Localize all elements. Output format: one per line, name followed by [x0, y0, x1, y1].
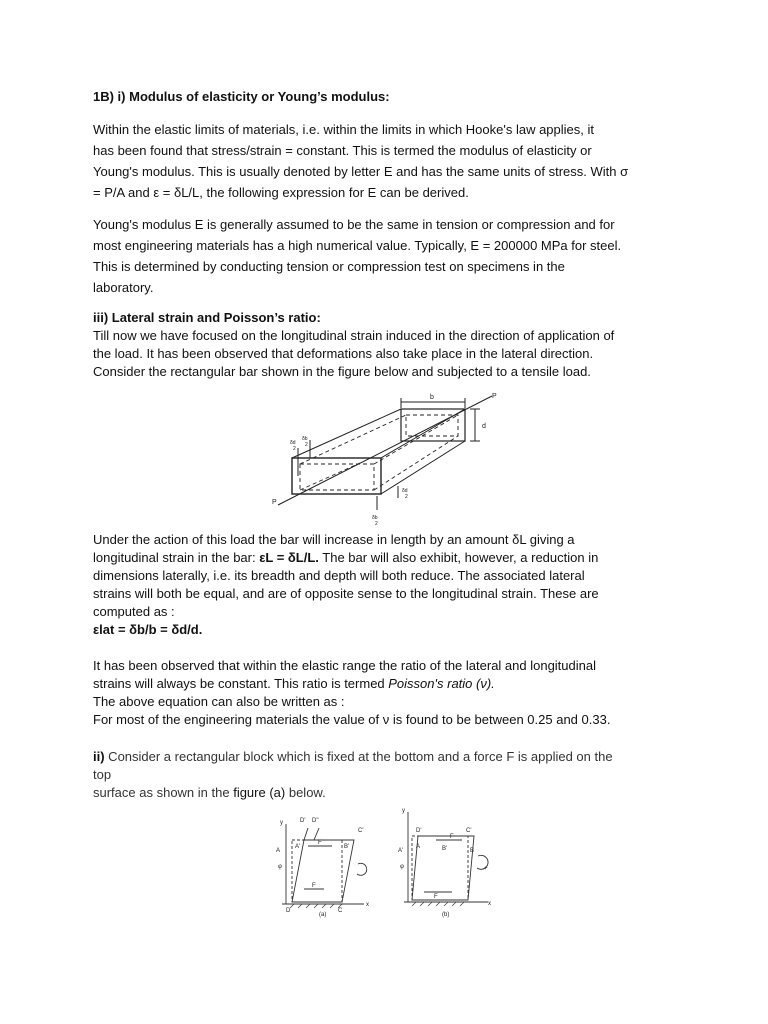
text-fragment: below.: [285, 785, 326, 800]
breadth-label: b: [430, 394, 434, 401]
fig-a-label: F: [312, 883, 316, 889]
fig-b-label: x: [488, 901, 491, 907]
text-line: Within the elastic limits of materials, i.e. within the limits in which Hooke's law applies, it: [93, 122, 594, 137]
delta-b-label: δb: [302, 436, 308, 442]
text-fragment: longitudinal strain in the bar:: [93, 550, 260, 565]
text-line: [93, 549, 683, 567]
text-line: = P/A and ε = δL/L, the following expression for E can be derived.: [93, 185, 469, 200]
delta-b-label-bottom: δb: [372, 515, 378, 521]
fig-a-label: C: [338, 908, 343, 914]
delta-d-denominator-bottom: 2: [405, 494, 408, 500]
text-line: Till now we have focused on the longitudinal strain induced in the direction of application of: [93, 328, 615, 343]
fig-b-label: φ: [400, 864, 404, 870]
text-line: strains will both be equal, and are of opposite sense to the longitudinal strain. These are: [93, 586, 599, 601]
rectangular-bar-figure: [270, 388, 502, 528]
text-line: top: [93, 767, 112, 782]
fig-a-label: F: [318, 840, 322, 846]
text-line: [93, 784, 683, 802]
fig-b-label: F: [434, 894, 438, 900]
fig-a-label: C': [358, 828, 364, 834]
text-line: This is determined by conducting tension or compression test on specimens in the: [93, 259, 565, 274]
fig-b-label: C': [466, 828, 472, 834]
fig-b-label: B': [442, 846, 448, 852]
shear-block-figure-b: [396, 804, 496, 918]
text-line: For most of the engineering materials the value of ν is found to be between 0.25 and 0.33.: [93, 712, 611, 727]
depth-label: d: [482, 423, 486, 430]
lateral-strain-formula: εlat = δb/b = δd/d.: [93, 622, 203, 637]
poissons-ratio-term: Poisson's ratio (ν).: [388, 676, 495, 691]
text-line: computed as :: [93, 604, 175, 619]
text-line: It has been observed that within the elastic range the ratio of the lateral and longitudinal: [93, 658, 596, 673]
fig-b-label: A: [416, 844, 421, 850]
fig-a-caption: (a): [319, 912, 327, 918]
text-line: laboratory.: [93, 280, 154, 295]
figure-a-reference: figure (a): [233, 785, 286, 800]
fig-b-label: F: [450, 834, 454, 840]
text-line: Under the action of this load the bar will increase in length by an amount δL giving a: [93, 532, 575, 547]
text-line: has been found that stress/strain = constant. This is termed the modulus of elasticity or: [93, 143, 592, 158]
paragraph-shear-block: [93, 748, 683, 802]
load-label-p-left: P: [272, 499, 277, 506]
paragraph-longitudinal-strain: [93, 531, 683, 639]
fig-a-label: D'': [312, 818, 319, 824]
delta-d-label: δd: [290, 440, 296, 446]
section-label-ii: ii): [93, 749, 105, 764]
text-line: Young's modulus E is generally assumed to be the same in tension or compression and for: [93, 217, 615, 232]
delta-b-denominator-bottom: 2: [375, 521, 378, 527]
text-line: most engineering materials has a high numerical value. Typically, E = 200000 MPa for steel.: [93, 238, 622, 253]
text-line: Young's modulus. This is usually denoted by letter E and has the same units of stress. With σ: [93, 164, 629, 179]
fig-b-label: y: [402, 808, 405, 814]
text-fragment: The bar will also exhibit, however, a reduction in: [318, 550, 599, 565]
fig-b-caption: (b): [442, 912, 450, 918]
fig-b-label: A': [398, 848, 404, 854]
load-label-p-right: P: [492, 393, 497, 400]
delta-b-denominator: 2: [305, 442, 308, 448]
delta-d-label-bottom: δd: [402, 488, 408, 494]
fig-a-label: A: [276, 848, 281, 854]
paragraph-poissons-ratio: [93, 657, 683, 729]
fig-b-label: B: [470, 848, 475, 854]
text-fragment: surface as shown in the: [93, 785, 234, 800]
text-line: [93, 748, 683, 766]
text-line: dimensions laterally, i.e. its breadth and depth will both reduce. The associated lateral: [93, 568, 585, 583]
paragraph-lateral-strain-intro: [93, 327, 683, 381]
paragraph-youngs-definition: [93, 119, 683, 203]
text-fragment: Consider a rectangular block which is fixed at the bottom and a force F is applied on the: [104, 749, 613, 764]
fig-a-label: D: [286, 908, 291, 914]
fig-a-label: D': [300, 818, 306, 824]
section-heading-poissons-ratio: iii) Lateral strain and Poisson’s ratio:: [93, 310, 321, 325]
fig-a-label: φ: [278, 864, 282, 870]
fig-a-label: A': [295, 844, 301, 850]
text-line: [93, 675, 683, 693]
text-line: the load. It has been observed that deformations also take place in the lateral direction.: [93, 346, 594, 361]
longitudinal-strain-formula: εL = δL/L.: [259, 550, 319, 565]
paragraph-youngs-typical: [93, 214, 683, 298]
text-line: Consider the rectangular bar shown in the figure below and subjected to a tensile load.: [93, 364, 591, 379]
shear-block-figure-a: [272, 812, 372, 918]
bar-front-face: [292, 458, 381, 494]
fig-a-label: B': [344, 844, 350, 850]
fig-b-label: +: [484, 866, 488, 872]
section-heading-youngs-modulus: 1B) i) Modulus of elasticity or Young’s modulus:: [93, 89, 390, 104]
fig-a-label: x: [366, 902, 369, 908]
delta-d-denominator: 2: [293, 446, 296, 452]
text-fragment: strains will always be constant. This ratio is termed: [93, 676, 389, 691]
fig-b-label: D': [416, 828, 422, 834]
fig-a-label: y: [280, 820, 283, 826]
text-line: The above equation can also be written as :: [93, 694, 345, 709]
